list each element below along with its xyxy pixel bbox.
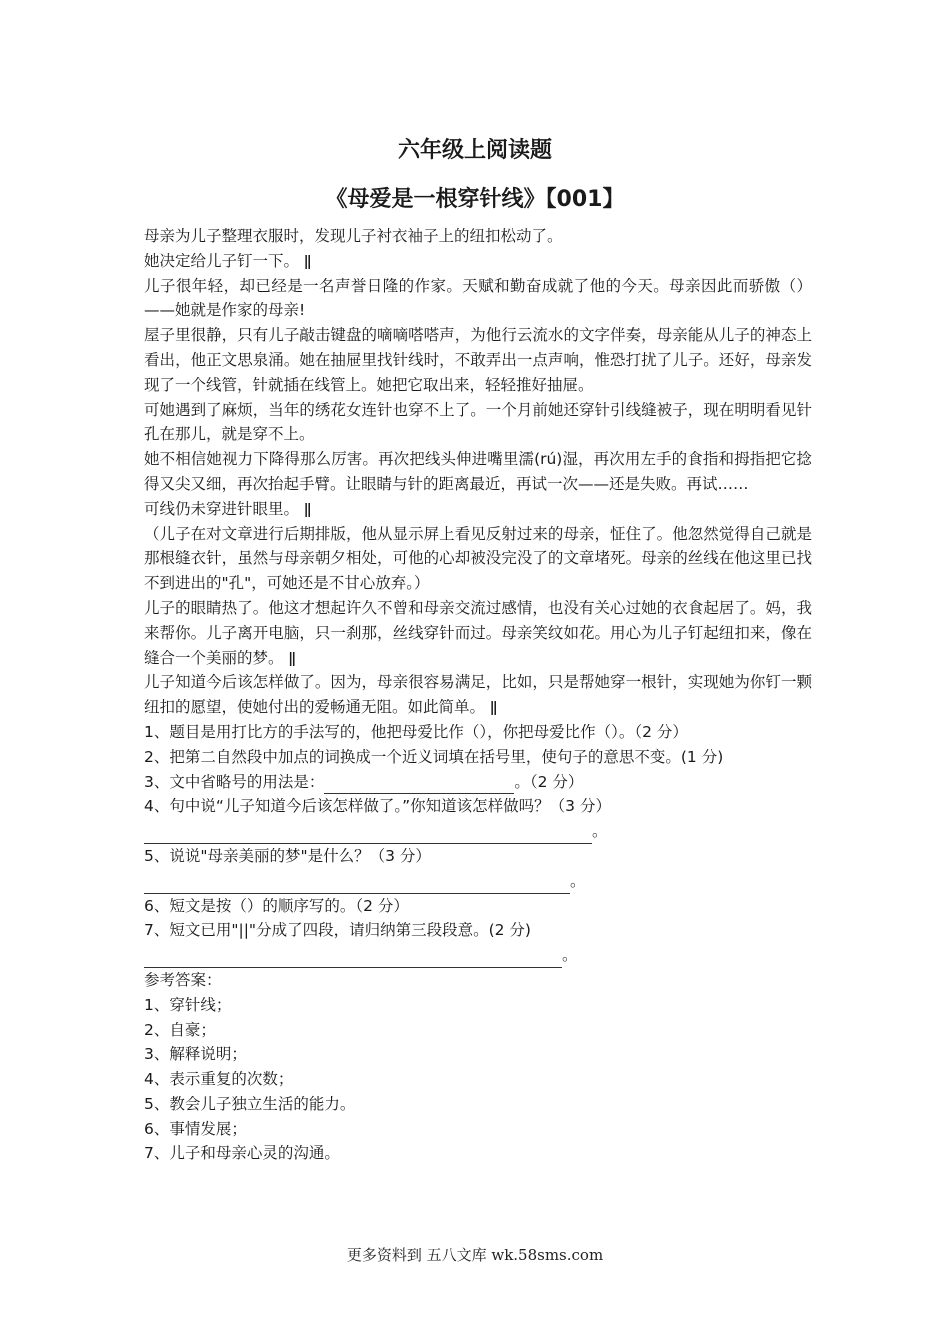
- question-2: 2、把第二自然段中加点的词换成一个近义词填在括号里，使句子的意思不变。(1 分): [144, 747, 724, 766]
- passage-paragraph: 儿子的眼睛热了。他这才想起许久不曾和母亲交流过感情，也没有关心过她的衣食起居了。妈，我来帮你。儿子离开电脑，只一刹那，丝线穿针而过。母亲笑纹如花。用心为儿子钉起纽扣来，像在缝合一个美丽的梦。 ǁ: [144, 598, 812, 667]
- answers-heading: 参考答案：: [144, 970, 222, 989]
- answer-item: 3、解释说明；: [144, 1045, 247, 1064]
- answer-item: 4、表示重复的次数；: [144, 1070, 294, 1089]
- question-1: 1、题目是用打比方的手法写的，他把母爱比作（），你把母爱比作（）。（2 分）: [144, 722, 688, 741]
- answer-line-end: 。: [562, 946, 578, 965]
- page-title: 六年级上阅读题: [397, 138, 552, 163]
- passage-paragraph: 母亲为儿子整理衣服时，发现儿子衬衣袖子上的纽扣松动了。: [144, 227, 563, 245]
- question-5: 5、说说"母亲美丽的梦"是什么？（3 分）: [144, 846, 431, 865]
- passage-paragraph: 可线仍未穿进针眼里。 ǁ: [144, 499, 312, 518]
- answer-line-7: [144, 943, 812, 968]
- question-6: 6、短文是按（）的顺序写的。（2 分）: [144, 896, 409, 915]
- answer-line-5: [144, 869, 812, 894]
- passage-paragraph: 儿子很年轻，却已经是一名声誉日隆的作家。天赋和勤奋成就了他的今天。母亲因此而骄傲（）——她就是作家的母亲!: [144, 276, 812, 320]
- article-title: 《母爱是一根穿针线》【001】: [325, 187, 625, 212]
- question-7: 7、短文已用"||"分成了四段，请归纳第三段段意。(2 分): [144, 921, 531, 940]
- passage-paragraph: 儿子知道今后该怎样做了。因为，母亲很容易满足，比如，只是帮她穿一根针，实现她为你钉一颗纽扣的愿望，使她付出的爱畅通无阻。如此简单。 ǁ: [144, 673, 812, 717]
- passage-paragraph: 她决定给儿子钉一下。 ǁ: [144, 251, 312, 270]
- question-3-suffix: 。（2 分）: [514, 772, 584, 791]
- answer-blank[interactable]: [324, 775, 514, 794]
- question-4: 4、句中说“儿子知道今后该怎样做了。”你知道该怎样做吗？（3 分）: [144, 797, 611, 816]
- answer-blank[interactable]: [144, 949, 562, 968]
- passage-paragraph: 她不相信她视力下降得那么厉害。再次把线头伸进嘴里濡(rú)湿，再次用左手的食指和拇指把它捻得又尖又细，再次抬起手臂。让眼睛与针的距离最近，再试一次——还是失败。再试……: [144, 450, 812, 493]
- passage-paragraph: 屋子里很静，只有儿子敲击键盘的嘀嘀嗒嗒声，为他行云流水的文字伴奏，母亲能从儿子的神态上看出，他正文思泉涌。她在抽屉里找针线时，不敢弄出一点声响，惟恐打扰了儿子。还好，母亲发现了一个线管，针就插在线管上。她把它取出来，轻轻推好抽屉。: [144, 326, 812, 394]
- answer-line-end: 。: [570, 871, 586, 890]
- question-3: [144, 770, 812, 795]
- passage-paragraph: 可她遇到了麻烦，当年的绣花女连针也穿不上了。一个月前她还穿针引线缝被子，现在明明看见针孔在那儿，就是穿不上。: [144, 400, 812, 444]
- answer-item: 2、自豪；: [144, 1020, 216, 1039]
- answer-blank[interactable]: [144, 825, 592, 844]
- question-3-text: 3、文中省略号的用法是：: [144, 772, 325, 791]
- passage-paragraph: （儿子在对文章进行后期排版，他从显示屏上看见反射过来的母亲，怔住了。他忽然觉得自己就是那根缝衣针，虽然与母亲朝夕相处，可他的心却被没完没了的文章堵死。母亲的丝线在他这里已找不到进出的"孔"，可她还是不甘心放弃。）: [144, 524, 812, 593]
- answer-item: 6、事情发展；: [144, 1119, 247, 1138]
- answer-line-end: 。: [592, 822, 608, 841]
- page-footer: 更多资料到 五八文库 wk.58sms.com: [346, 1246, 604, 1264]
- document-body: [144, 224, 812, 1166]
- answer-line-4: [144, 819, 812, 844]
- answer-item: 1、穿针线；: [144, 995, 232, 1014]
- answer-blank[interactable]: [144, 875, 570, 894]
- answer-item: 5、教会儿子独立生活的能力。: [144, 1094, 356, 1113]
- answer-item: 7、儿子和母亲心灵的沟通。: [144, 1144, 340, 1163]
